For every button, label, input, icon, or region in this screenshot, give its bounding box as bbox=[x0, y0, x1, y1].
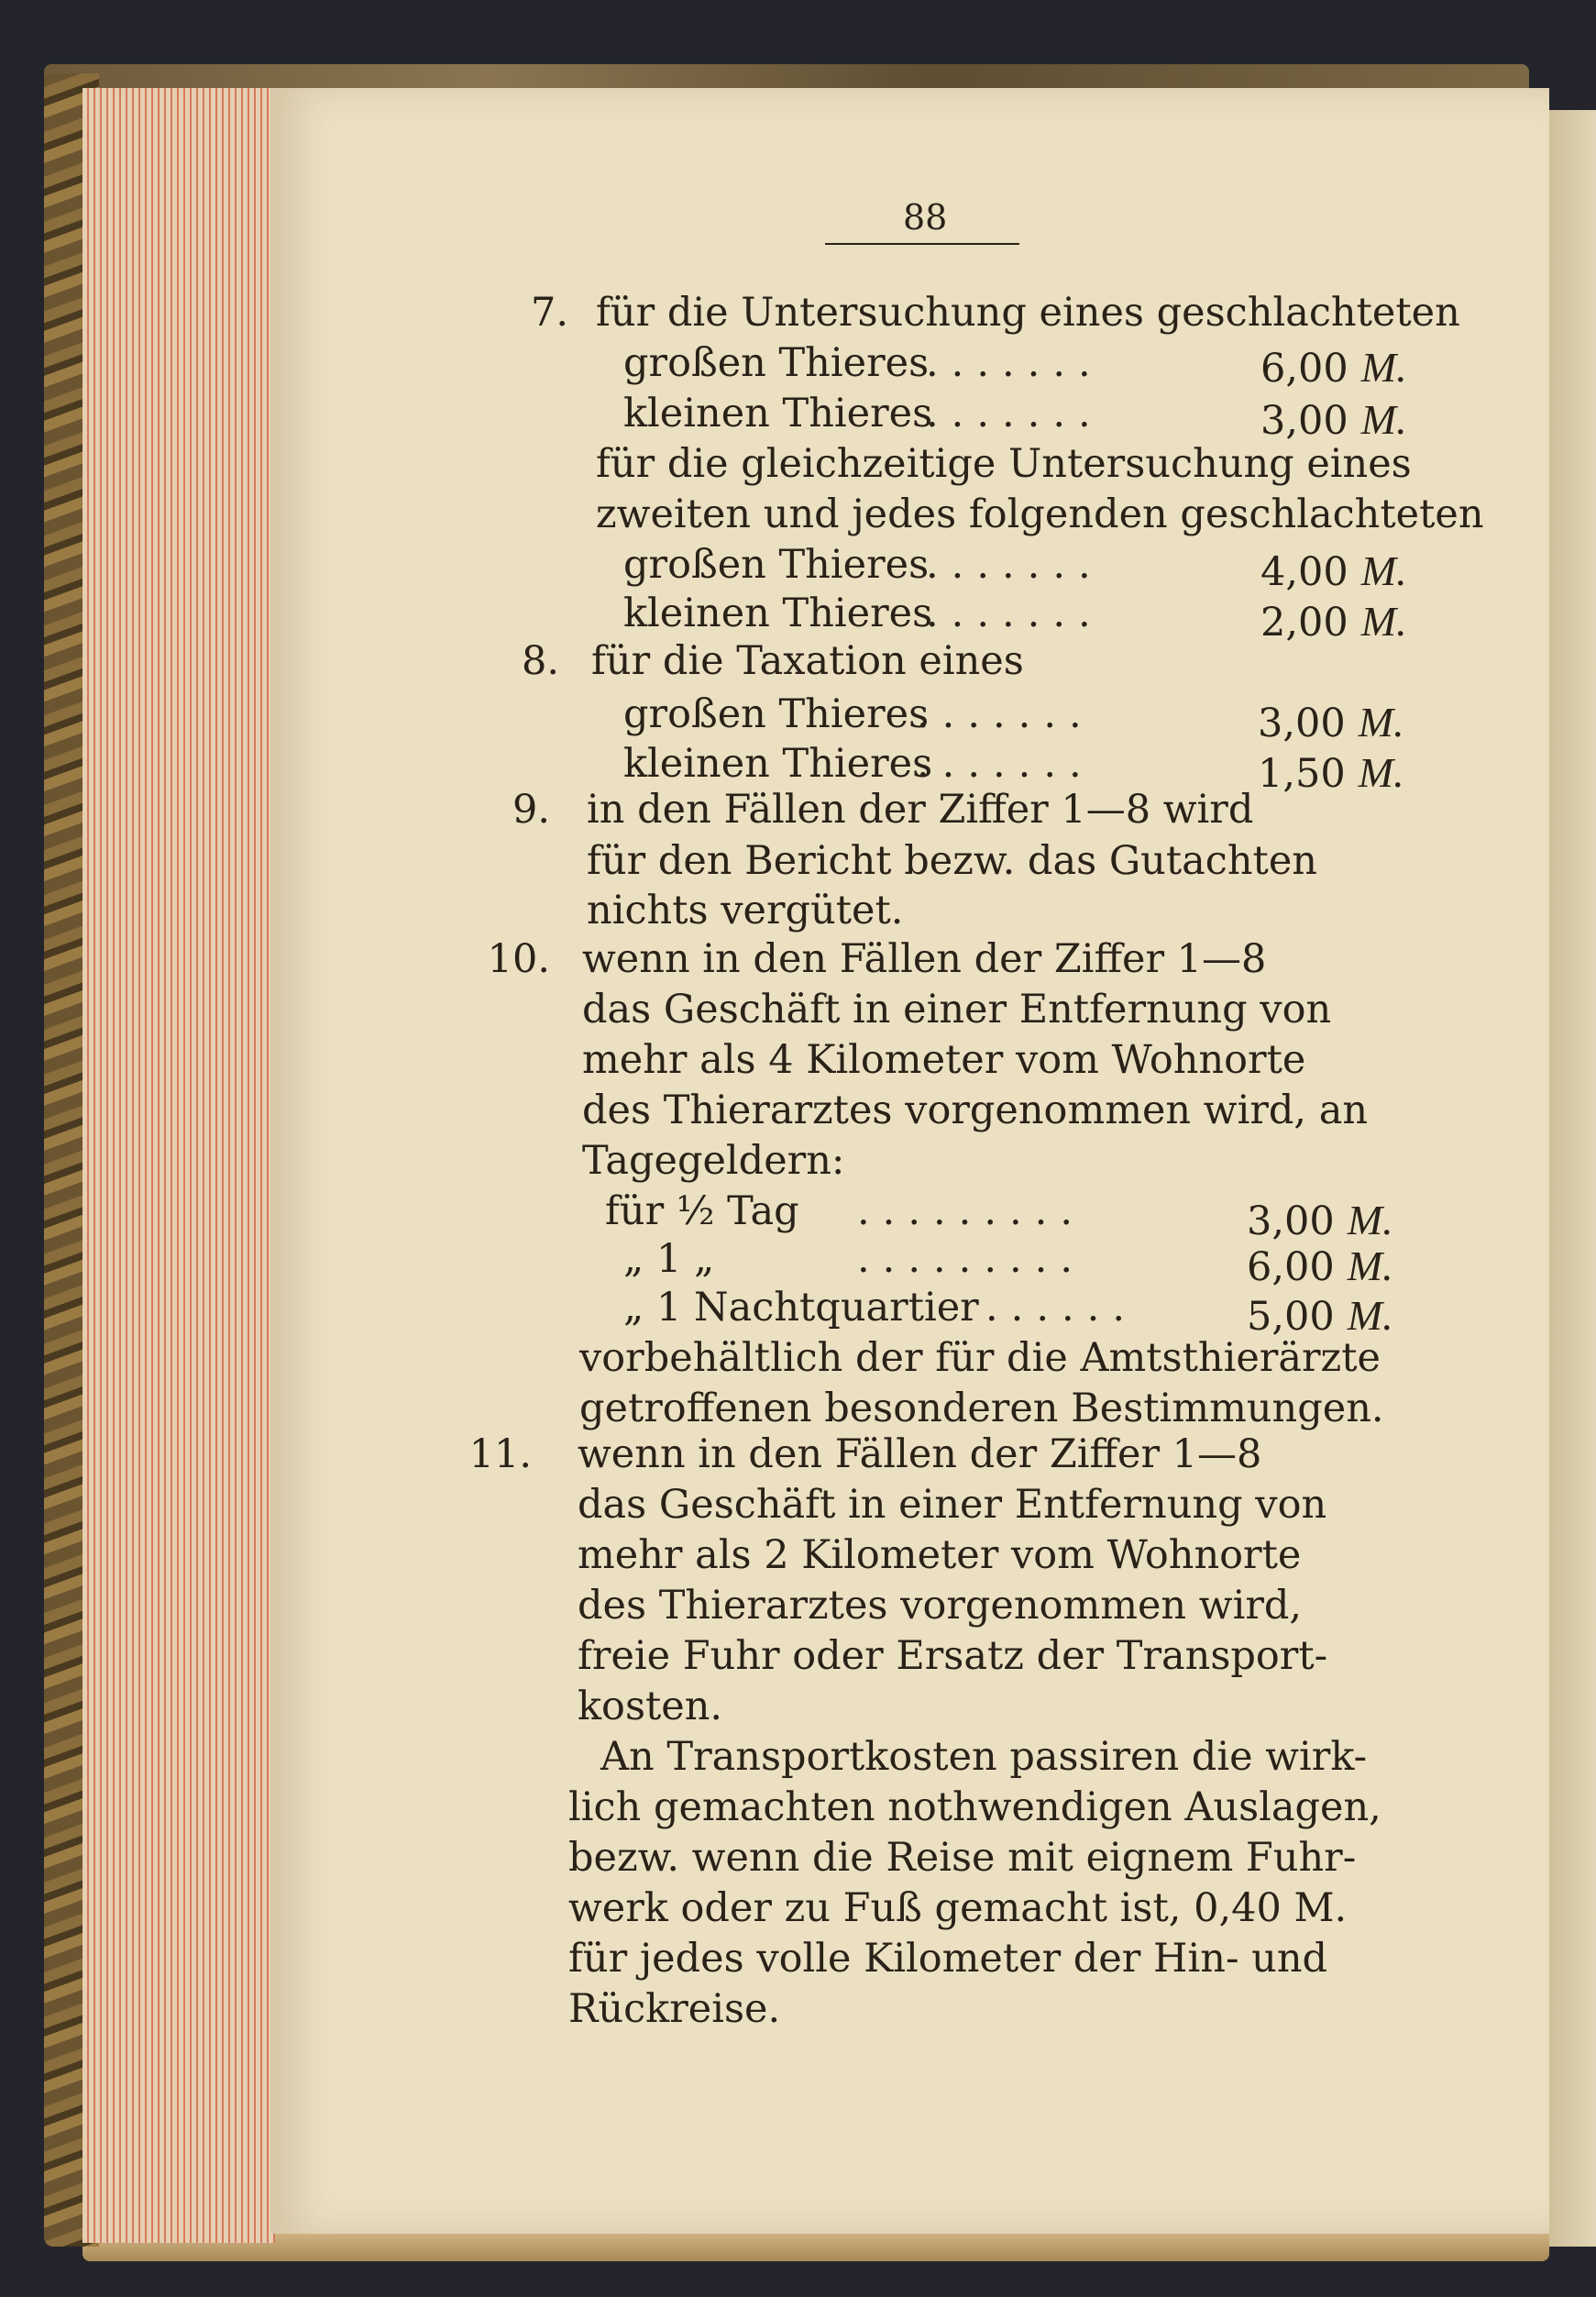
item-7-big: großen Thieres bbox=[623, 340, 930, 386]
item-7-line3: zweiten und jedes folgenden geschlachteten bbox=[596, 491, 1484, 537]
item-7-line2: für die gleichzeitige Untersuchung eines bbox=[596, 441, 1412, 487]
item-11-p1: An Transportkosten passiren die wirk- bbox=[600, 1734, 1368, 1780]
item-7-number: 7. bbox=[530, 290, 568, 336]
item-10-line4: des Thierarztes vorgenommen wird, an bbox=[582, 1088, 1369, 1133]
leader-dots: ....... bbox=[926, 591, 1104, 636]
item-8-line1: für die Taxation eines bbox=[591, 638, 1024, 684]
facing-page-edge bbox=[1549, 110, 1596, 2247]
item-10-line1: wenn in den Fällen der Ziffer 1—8 bbox=[582, 936, 1267, 982]
leader-dots: ....... bbox=[917, 691, 1095, 737]
item-11-line1: wenn in den Fällen der Ziffer 1—8 bbox=[578, 1431, 1262, 1477]
leader-dots: ......... bbox=[857, 1236, 1086, 1282]
item-10-row2: „ 1 „ bbox=[623, 1236, 715, 1282]
item-7-small-amount: 3,00 M. bbox=[1260, 396, 1407, 444]
item-11-number: 11. bbox=[468, 1431, 532, 1477]
item-10-line2: das Geschäft in einer Entfernung von bbox=[582, 987, 1332, 1033]
item-9-line3: nichts vergütet. bbox=[587, 888, 904, 933]
item-9-line1: in den Fällen der Ziffer 1—8 wird bbox=[587, 787, 1254, 833]
item-11-p2: lich gemachten nothwendigen Auslagen, bbox=[568, 1784, 1381, 1830]
item-8-big: großen Thieres bbox=[623, 691, 930, 737]
item-8-number: 8. bbox=[521, 638, 559, 684]
item-11-line6: kosten. bbox=[578, 1684, 723, 1729]
item-7-big2: großen Thieres bbox=[623, 542, 930, 588]
item-10-row1: für ½ Tag bbox=[605, 1188, 799, 1234]
item-11-p3: bezw. wenn die Reise mit eignem Fuhr- bbox=[568, 1835, 1357, 1881]
item-8-small: kleinen Thieres bbox=[623, 741, 933, 787]
item-10-row2-amount: 6,00 M. bbox=[1247, 1242, 1393, 1290]
item-11-p5: für jedes volle Kilometer der Hin- und bbox=[568, 1936, 1328, 1982]
leader-dots: ....... bbox=[926, 391, 1104, 436]
item-7-big2-amount: 4,00 M. bbox=[1260, 547, 1407, 595]
item-8-big-amount: 3,00 M. bbox=[1258, 699, 1404, 746]
page-number: 88 bbox=[903, 197, 948, 237]
leader-dots: ....... bbox=[917, 741, 1095, 787]
page-edges bbox=[83, 88, 275, 2243]
item-11-p4: werk oder zu Fuß gemacht ist, 0,40 M. bbox=[568, 1885, 1348, 1931]
item-11-line4: des Thierarztes vorgenommen wird, bbox=[578, 1583, 1303, 1629]
item-7-big-amount: 6,00 M. bbox=[1260, 344, 1407, 392]
item-10-line3: mehr als 4 Kilometer vom Wohnorte bbox=[582, 1037, 1306, 1083]
item-9-line2: für den Bericht bezw. das Gutachten bbox=[587, 838, 1317, 884]
header-rule bbox=[825, 243, 1019, 245]
item-10-row3: „ 1 Nachtquartier bbox=[623, 1285, 979, 1331]
item-10-line6: vorbehältlich der für die Amtsthierärzte bbox=[579, 1335, 1381, 1381]
leader-dots: ....... bbox=[926, 340, 1104, 386]
leader-dots: ...... bbox=[985, 1285, 1139, 1331]
item-11-line2: das Geschäft in einer Entfernung von bbox=[578, 1482, 1327, 1528]
item-10-number: 10. bbox=[487, 936, 550, 982]
item-10-row3-amount: 5,00 M. bbox=[1247, 1292, 1393, 1340]
item-11-line5: freie Fuhr oder Ersatz der Transport- bbox=[578, 1633, 1328, 1679]
item-11-line3: mehr als 2 Kilometer vom Wohnorte bbox=[578, 1532, 1302, 1578]
item-9-number: 9. bbox=[512, 787, 550, 833]
leader-dots: ......... bbox=[857, 1188, 1086, 1234]
item-7-small: kleinen Thieres bbox=[623, 391, 933, 436]
item-7-line1: für die Untersuchung eines geschlachteten bbox=[596, 290, 1460, 336]
item-8-small-amount: 1,50 M. bbox=[1258, 749, 1404, 797]
item-10-line5: Tagegeldern: bbox=[582, 1138, 845, 1184]
item-10-row1-amount: 3,00 M. bbox=[1247, 1197, 1393, 1244]
leader-dots: ....... bbox=[926, 542, 1104, 588]
item-7-small2: kleinen Thieres bbox=[623, 591, 933, 636]
item-10-line7: getroffenen besonderen Bestimmungen. bbox=[579, 1386, 1384, 1431]
item-11-p6: Rückreise. bbox=[568, 1986, 781, 2032]
item-7-small2-amount: 2,00 M. bbox=[1260, 598, 1407, 646]
